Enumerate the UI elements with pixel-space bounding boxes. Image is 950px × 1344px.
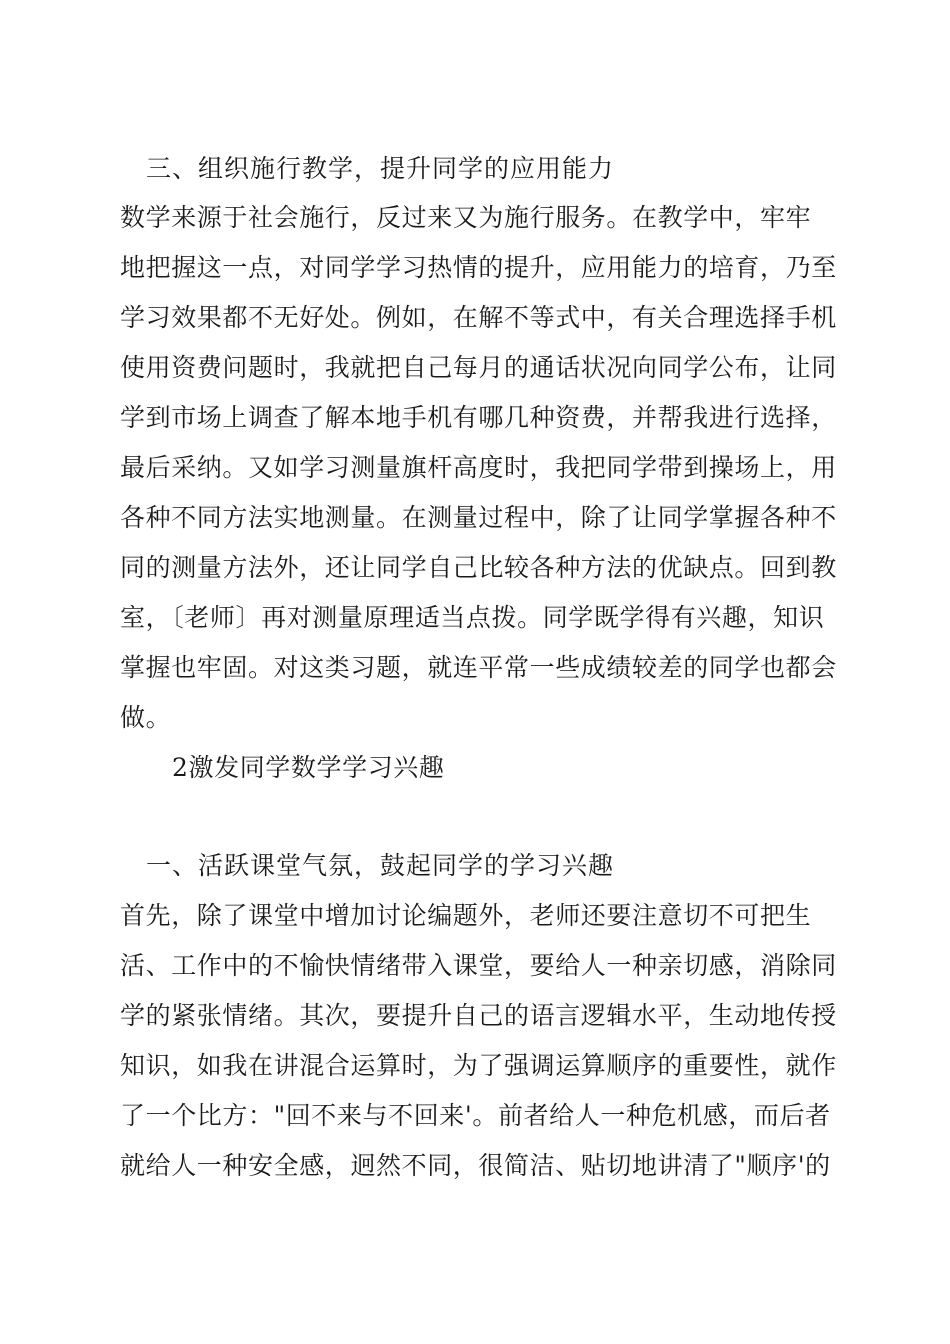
subtitle: 2激发同学数学学习兴趣: [172, 753, 445, 782]
paragraph-line: 数学来源于社会施行，反过来又为施行服务。在教学中，牢牢: [120, 203, 812, 232]
paragraph-line: 学的紧张情绪。其次，要提升自己的语言逻辑水平，生动地传授: [120, 1001, 837, 1030]
paragraph-line: 就给人一种安全感，迥然不同，很简洁、贴切地讲清了"顺序'的: [120, 1151, 831, 1180]
paragraph-line: 学习效果都不无好处。例如，在解不等式中，有关合理选择手机: [120, 303, 837, 332]
paragraph-line: 了一个比方："回不来与不回来'。前者给人一种危机感，而后者: [120, 1101, 831, 1130]
section-heading: 一、活跃课堂气氛，鼓起同学的学习兴趣: [146, 851, 615, 880]
paragraph-line: 知识，如我在讲混合运算时，为了强调运算顺序的重要性，就作: [120, 1051, 837, 1080]
paragraph-line: 活、工作中的不愉快情绪带入课堂，要给人一种亲切感，消除同: [120, 951, 837, 980]
paragraph-line: 学到市场上调查了解本地手机有哪几种资费，并帮我进行选择，: [120, 403, 837, 432]
paragraph-line: 首先，除了课堂中增加讨论编题外，老师还要注意切不可把生: [120, 901, 812, 930]
paragraph-line: 各种不同方法实地测量。在测量过程中，除了让同学掌握各种不: [120, 503, 837, 532]
section-heading: 三、组织施行教学，提升同学的应用能力: [146, 154, 615, 183]
paragraph-line: 使用资费问题时，我就把自己每月的通话状况向同学公布，让同: [120, 353, 837, 382]
paragraph-line: 掌握也牢固。对这类习题，就连平常一些成绩较差的同学也都会: [120, 653, 837, 682]
paragraph-line: 做。: [120, 703, 172, 732]
paragraph-line: 同的测量方法外，还让同学自己比较各种方法的优缺点。回到教: [120, 553, 837, 582]
paragraph-line: 地把握这一点，对同学学习热情的提升，应用能力的培育，乃至: [120, 253, 837, 282]
paragraph-line: 室，〔老师〕再对测量原理适当点拨。同学既学得有兴趣，知识: [120, 603, 825, 632]
paragraph-line: 最后采纳。又如学习测量旗杆高度时，我把同学带到操场上，用: [120, 453, 837, 482]
